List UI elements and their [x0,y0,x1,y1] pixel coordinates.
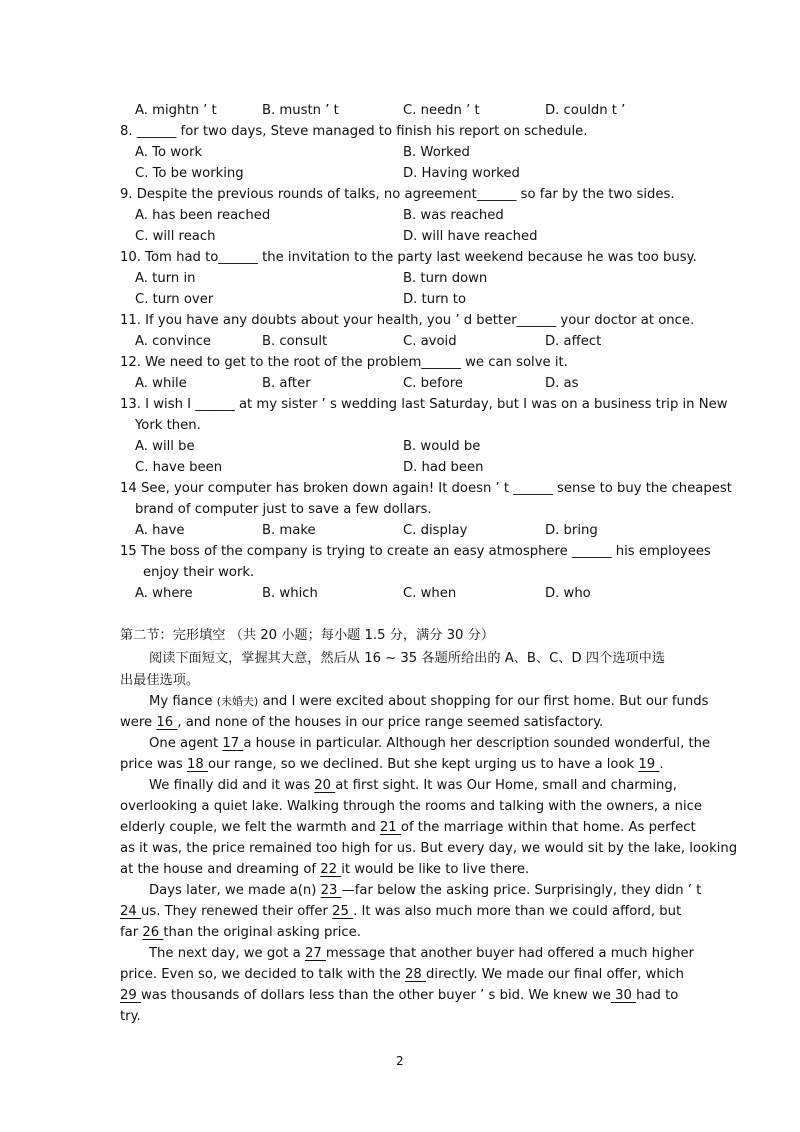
option-10d: D. turn to [403,292,467,307]
passage-line: try. [120,1009,141,1024]
question-13: 13. I wish I ______ at my sister ’ s wedding last Saturday, but I was on a business trip in New [120,397,728,412]
question-11: 11. If you have any doubts about your health, you ’ d better______ your doctor at once. [120,313,695,328]
question-10: 10. Tom had to______ the invitation to the party last weekend because he was too busy. [120,250,697,265]
option-11d: D. affect [545,334,602,349]
blank-19: 19 [638,757,660,772]
passage-line: as it was, the price remained too high for us. But every day, we would sit by the lake, looking [120,841,738,856]
blank: ______ [572,544,612,559]
option-7a: A. mightn ’ t [135,103,217,118]
blank: ______ [513,481,553,496]
option-13c: C. have been [135,460,223,475]
option-13b: B. would be [403,439,481,454]
page-number: 2 [396,1054,404,1068]
passage-line: One agent 17 a house in particular. Although her description sounded wonderful, the [149,736,711,751]
passage-line: overlooking a quiet lake. Walking through the rooms and talking with the owners, a nice [120,799,702,814]
passage-line: We finally did and it was 20 at first sight. It was Our Home, small and charming, [149,778,677,793]
question-8: 8. ______ for two days, Steve managed to finish his report on schedule. [120,124,588,139]
blank-28: 28 [405,967,427,982]
passage-line: price. Even so, we decided to talk with the 28 directly. We made our final offer, which [120,967,685,982]
question-14: 14 See, your computer has broken down again! It doesn ’ t ______ sense to buy the cheapest [120,481,732,496]
passage-line: were 16 , and none of the houses in our price range seemed satisfactory. [120,715,604,730]
blank-23: 23 [320,883,342,898]
passage-line: price was 18 our range, so we declined. But she kept urging us to have a look 19 . [120,757,664,772]
blank-24: 24 [120,904,141,919]
option-8c: C. To be working [135,166,244,181]
blank-22: 22 [320,862,342,877]
section-heading: 第二节：完形填空 （共 20 小题；每小题 1.5 分，满分 30 分） [120,628,495,643]
blank-25: 25 [332,904,354,919]
section-instructions: 阅读下面短文，掌握其大意，然后从 16 ~ 35 各题所给出的 A、B、C、D 四个选项中选 [149,651,666,666]
option-7c: C. needn ’ t [403,103,480,118]
annotation: (未婚夫) [216,695,259,708]
option-8a: A. To work [135,145,203,160]
option-13d: D. had been [403,460,484,475]
option-12b: B. after [262,376,311,391]
passage-line: far 26 than the original asking price. [120,925,361,940]
option-14d: D. bring [545,523,598,538]
question-12: 12. We need to get to the root of the problem______ we can solve it. [120,355,568,370]
option-10b: B. turn down [403,271,488,286]
blank-18: 18 [186,757,208,772]
blank-26: 26 [142,925,164,940]
option-13a: A. will be [135,439,195,454]
option-7b: B. mustn ’ t [262,103,339,118]
question-15: 15 The boss of the company is trying to create an easy atmosphere ______ his employees [120,544,711,559]
option-8b: B. Worked [403,145,470,160]
option-14c: C. display [403,523,468,538]
blank-17: 17 [222,736,244,751]
option-15c: C. when [403,586,457,601]
passage-line: elderly couple, we felt the warmth and 21 of the marriage within that home. As perfect [120,820,696,835]
option-9d: D. will have reached [403,229,538,244]
option-15d: D. who [545,586,591,601]
blank-27: 27 [304,946,326,961]
passage-line: at the house and dreaming of 22 it would be like to live there. [120,862,530,877]
blank: ______ [218,250,258,265]
option-11c: C. avoid [403,334,457,349]
option-12c: C. before [403,376,464,391]
option-15a: A. where [135,586,193,601]
option-12a: A. while [135,376,187,391]
passage-line: My fiance (未婚夫) and I were excited about shopping for our first home. But our funds [149,694,709,709]
passage-line: 29 was thousands of dollars less than the other buyer ’ s bid. We knew we 30 had to [120,988,679,1003]
option-12d: D. as [545,376,579,391]
option-11a: A. convince [135,334,212,349]
section-instructions-cont: 出最佳选项。 [120,673,200,688]
option-14a: A. have [135,523,185,538]
option-9b: B. was reached [403,208,504,223]
option-14b: B. make [262,523,316,538]
question-13-cont: York then. [135,418,201,433]
option-10a: A. turn in [135,271,196,286]
question-9: 9. Despite the previous rounds of talks, no agreement______ so far by the two sides. [120,187,675,202]
blank-21: 21 [379,820,401,835]
option-10c: C. turn over [135,292,214,307]
blank-20: 20 [314,778,336,793]
question-14-cont: brand of computer just to save a few dollars. [135,502,432,517]
blank: ______ [195,397,235,412]
question-15-cont: enjoy their work. [143,565,255,580]
blank-29: 29 [120,988,141,1003]
passage-line: 24 us. They renewed their offer 25 . It was also much more than we could afford, but [120,904,682,919]
option-8d: D. Having worked [403,166,520,181]
blank: ______ [421,355,461,370]
passage-line: The next day, we got a 27 message that another buyer had offered a much higher [149,946,695,961]
option-15b: B. which [262,586,318,601]
blank-30: 30 [610,988,637,1003]
option-9a: A. has been reached [135,208,271,223]
blank-16: 16 [156,715,178,730]
option-9c: C. will reach [135,229,216,244]
blank: ______ [476,187,517,202]
option-7d: D. couldn t ’ [545,103,626,118]
option-11b: B. consult [262,334,328,349]
blank: ______ [516,313,557,328]
passage-line: Days later, we made a(n) 23 —far below the asking price. Surprisingly, they didn ’ t [149,883,702,898]
blank: ______ [136,124,177,139]
